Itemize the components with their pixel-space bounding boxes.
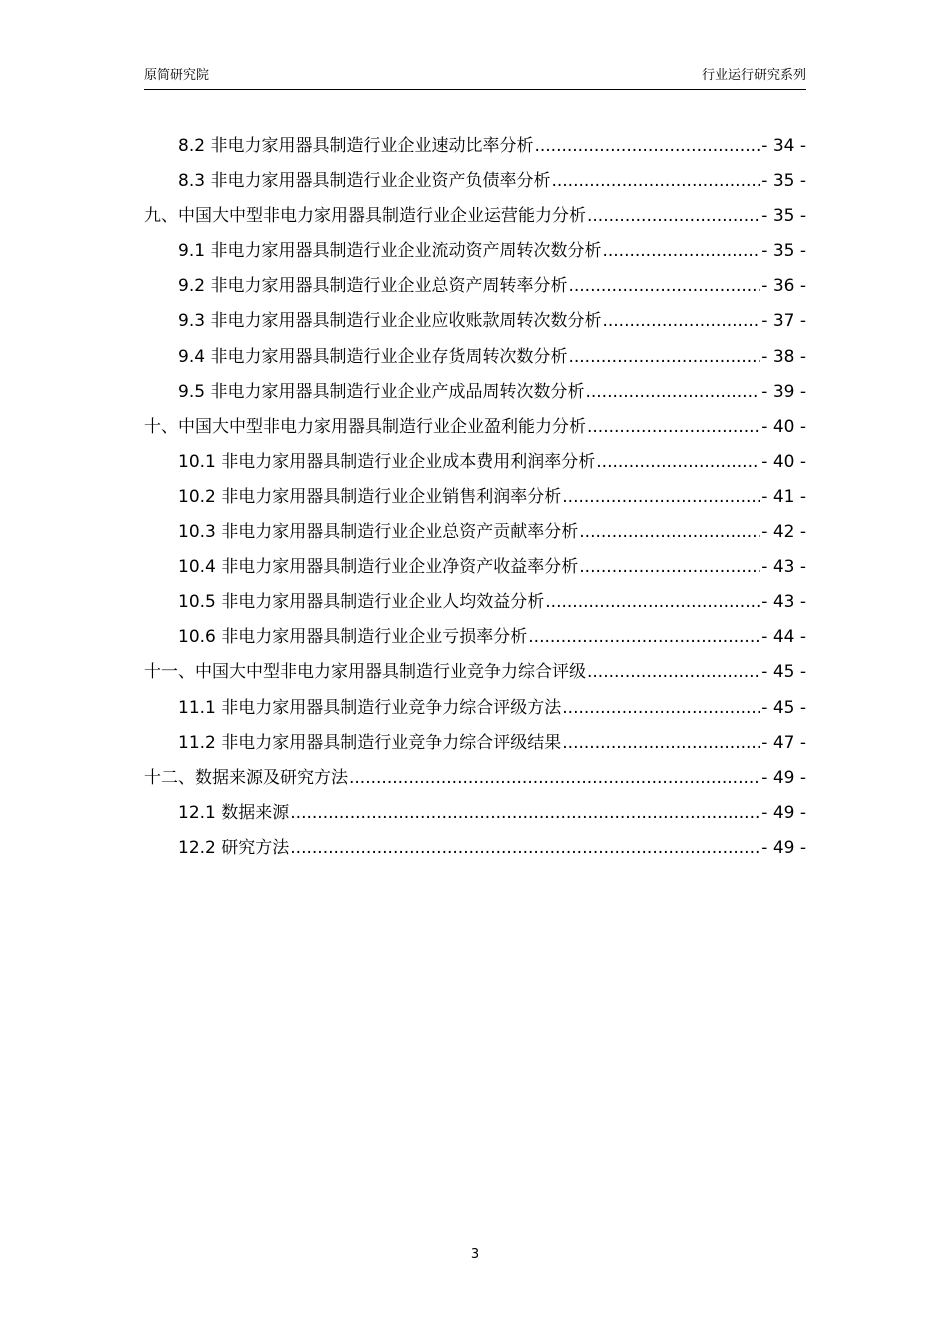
header-series: 行业运行研究系列 xyxy=(701,68,806,83)
toc-entry-page: - 49 - xyxy=(761,767,806,788)
toc-entry-page: - 35 - xyxy=(761,206,806,227)
toc-dot-leader xyxy=(290,831,760,866)
toc-entry[interactable] xyxy=(144,515,806,550)
toc-dot-leader xyxy=(602,234,760,269)
page-number: 3 xyxy=(470,1247,480,1262)
toc-entry[interactable] xyxy=(144,234,806,269)
header-publisher: 原简研究院 xyxy=(144,68,210,83)
toc-entry-title: 10.4 非电力家用器具制造行业企业净资产收益率分析 xyxy=(178,557,579,578)
toc-dot-leader xyxy=(587,655,760,690)
toc-entry[interactable] xyxy=(144,550,806,585)
toc-entry-title: 10.3 非电力家用器具制造行业企业总资产贡献率分析 xyxy=(178,522,579,543)
toc-dot-leader xyxy=(585,375,760,410)
toc-entry-page: - 40 - xyxy=(761,416,806,437)
toc-entry-title: 11.1 非电力家用器具制造行业竞争力综合评级方法 xyxy=(178,697,562,718)
toc-dot-leader xyxy=(579,550,760,585)
toc-dot-leader xyxy=(568,340,760,375)
toc-entry-page: - 36 - xyxy=(761,276,806,297)
toc-entry-title: 9.3 非电力家用器具制造行业企业应收账款周转次数分析 xyxy=(178,311,602,332)
toc-entry-title: 十二、数据来源及研究方法 xyxy=(144,767,348,788)
toc-entry-page: - 47 - xyxy=(761,732,806,753)
toc-entry-page: - 37 - xyxy=(761,311,806,332)
toc-entry-page: - 45 - xyxy=(761,662,806,683)
toc-entry[interactable] xyxy=(144,340,806,375)
toc-dot-leader xyxy=(587,410,760,445)
toc-entry-title: 十一、中国大中型非电力家用器具制造行业竞争力综合评级 xyxy=(144,662,586,683)
toc-entry-page: - 43 - xyxy=(761,557,806,578)
toc-entry-page: - 35 - xyxy=(761,171,806,192)
toc-entry-title: 10.1 非电力家用器具制造行业企业成本费用利润率分析 xyxy=(178,451,596,472)
toc-entry-title: 10.2 非电力家用器具制造行业企业销售利润率分析 xyxy=(178,486,562,507)
toc-entry[interactable] xyxy=(144,304,806,339)
page-header xyxy=(144,66,806,90)
toc-entry[interactable] xyxy=(144,480,806,515)
toc-dot-leader xyxy=(568,269,760,304)
toc-entry[interactable] xyxy=(144,410,806,445)
toc-entry[interactable] xyxy=(144,761,806,796)
toc-entry-title: 9.1 非电力家用器具制造行业企业流动资产周转次数分析 xyxy=(178,241,602,262)
toc-entry-page: - 38 - xyxy=(761,346,806,367)
toc-entry-page: - 40 - xyxy=(761,451,806,472)
toc-entry-page: - 42 - xyxy=(761,522,806,543)
toc-entry[interactable] xyxy=(144,620,806,655)
toc-entry[interactable] xyxy=(144,375,806,410)
toc-entry-title: 12.2 研究方法 xyxy=(178,837,290,858)
toc-entry-page: - 34 - xyxy=(761,136,806,156)
toc-entry-title: 11.2 非电力家用器具制造行业竞争力综合评级结果 xyxy=(178,732,562,753)
toc-dot-leader xyxy=(602,304,760,339)
toc-entry[interactable] xyxy=(144,129,806,164)
toc-entry[interactable] xyxy=(144,164,806,199)
toc-dot-leader xyxy=(587,199,760,234)
toc-entry[interactable] xyxy=(144,199,806,234)
toc-entry-title: 十、中国大中型非电力家用器具制造行业企业盈利能力分析 xyxy=(144,416,586,437)
toc-entry-title: 12.1 数据来源 xyxy=(178,802,290,823)
toc-dot-leader xyxy=(349,761,760,796)
toc-entry-page: - 45 - xyxy=(761,697,806,718)
toc-entry-page: - 39 - xyxy=(761,381,806,402)
toc-entry-page: - 49 - xyxy=(761,837,806,858)
toc-entry-page: - 44 - xyxy=(761,627,806,648)
toc-dot-leader xyxy=(562,726,760,761)
table-of-contents xyxy=(144,129,806,866)
toc-entry[interactable] xyxy=(144,655,806,690)
toc-entry[interactable] xyxy=(144,445,806,480)
toc-entry[interactable] xyxy=(144,269,806,304)
toc-entry-page: - 49 - xyxy=(761,802,806,823)
toc-dot-leader xyxy=(290,796,760,831)
toc-entry-title: 10.6 非电力家用器具制造行业企业亏损率分析 xyxy=(178,627,528,648)
toc-entry-page: - 35 - xyxy=(761,241,806,262)
toc-entry[interactable] xyxy=(144,691,806,726)
toc-entry-title: 9.4 非电力家用器具制造行业企业存货周转次数分析 xyxy=(178,346,568,367)
toc-dot-leader xyxy=(534,129,760,164)
toc-dot-leader xyxy=(596,445,760,480)
toc-entry[interactable] xyxy=(144,796,806,831)
toc-dot-leader xyxy=(562,480,760,515)
toc-entry[interactable] xyxy=(144,726,806,761)
toc-entry[interactable] xyxy=(144,831,806,866)
toc-entry-title: 9.5 非电力家用器具制造行业企业产成品周转次数分析 xyxy=(178,381,585,402)
toc-entry-title: 10.5 非电力家用器具制造行业企业人均效益分析 xyxy=(178,592,545,613)
toc-entry[interactable] xyxy=(144,585,806,620)
toc-entry-page: - 41 - xyxy=(761,486,806,507)
toc-dot-leader xyxy=(551,164,760,199)
toc-dot-leader xyxy=(579,515,760,550)
toc-entry-title: 九、中国大中型非电力家用器具制造行业企业运营能力分析 xyxy=(144,206,586,227)
toc-dot-leader xyxy=(562,691,760,726)
toc-entry-title: 9.2 非电力家用器具制造行业企业总资产周转率分析 xyxy=(178,276,568,297)
toc-entry-title: 8.2 非电力家用器具制造行业企业速动比率分析 xyxy=(178,136,534,156)
toc-entry-title: 8.3 非电力家用器具制造行业企业资产负债率分析 xyxy=(178,171,551,192)
toc-dot-leader xyxy=(545,585,760,620)
toc-dot-leader xyxy=(528,620,760,655)
toc-entry-page: - 43 - xyxy=(761,592,806,613)
